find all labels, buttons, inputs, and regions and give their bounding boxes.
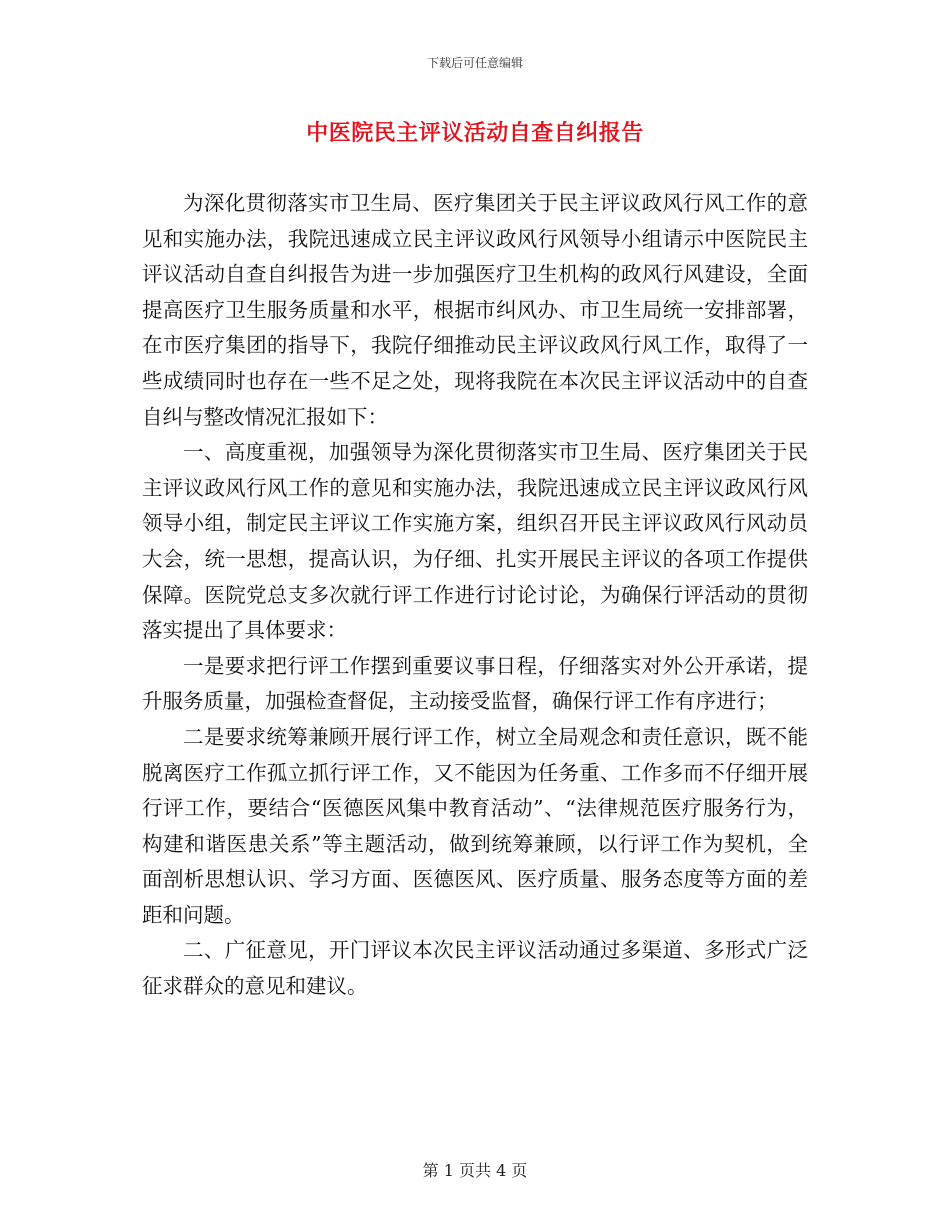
header-note: 下载后可任意编辑 — [426, 56, 523, 70]
paragraph-intro: 为深化贯彻落实市卫生局、医疗集团关于民主评议政风行风工作的意见和实施办法，我院迅速成立民主评议政风行风领导小组请示中医院民主评议活动自查自纠报告为进一步加强医疗卫生机构的政风行风建设，全面提高医疗卫生服务质量和水平，根据市纠风办、市卫生局统一安排部署，在市医疗集团的指导下，我院仔细推动民主评议政风行风工作，取得了一些成绩同时也存在一些不足之处，现将我院在本次民主评议活动中的自查自纠与整改情况汇报如下： — [142, 191, 808, 429]
paragraph-requirement-2: 二是要求统筹兼顾开展行评工作，树立全局观念和责任意识，既不能脱离医疗工作孤立抓行评工作，又不能因为任务重、工作多而不仔细开展行评工作，要结合“医德医风集中教育活动”、“法律规范医疗服务行为，构建和谐医患关系”等主题活动，做到统筹兼顾，以行评工作为契机，全面剖析思想认识、学习方面、医德医风、医疗质量、服务态度等方面的差距和问题。 — [142, 724, 808, 927]
page-number: 第 1 页共 4 页 — [422, 1161, 528, 1180]
paragraph-section-1: 一、高度重视，加强领导为深化贯彻落实市卫生局、医疗集团关于民主评议政风行风工作的意见和实施办法，我院迅速成立民主评议政风行风领导小组，制定民主评议工作实施方案，组织召开民主评议政风行风动员大会，统一思想，提高认识，为仔细、扎实开展民主评议的各项工作提供保障。医院党总支多次就行评工作进行讨论讨论，为确保行评活动的贯彻落实提出了具体要求： — [142, 440, 808, 643]
document-body — [142, 186, 808, 1005]
document-title: 中医院民主评议活动自查自纠报告 — [306, 120, 644, 146]
paragraph-requirement-1: 一是要求把行评工作摆到重要议事日程，仔细落实对外公开承诺，提升服务质量，加强检查督促，主动接受监督，确保行评工作有序进行； — [142, 653, 808, 714]
paragraph-section-2: 二、广征意见，开门评议本次民主评议活动通过多渠道、多形式广泛征求群众的意见和建议。 — [142, 938, 808, 999]
